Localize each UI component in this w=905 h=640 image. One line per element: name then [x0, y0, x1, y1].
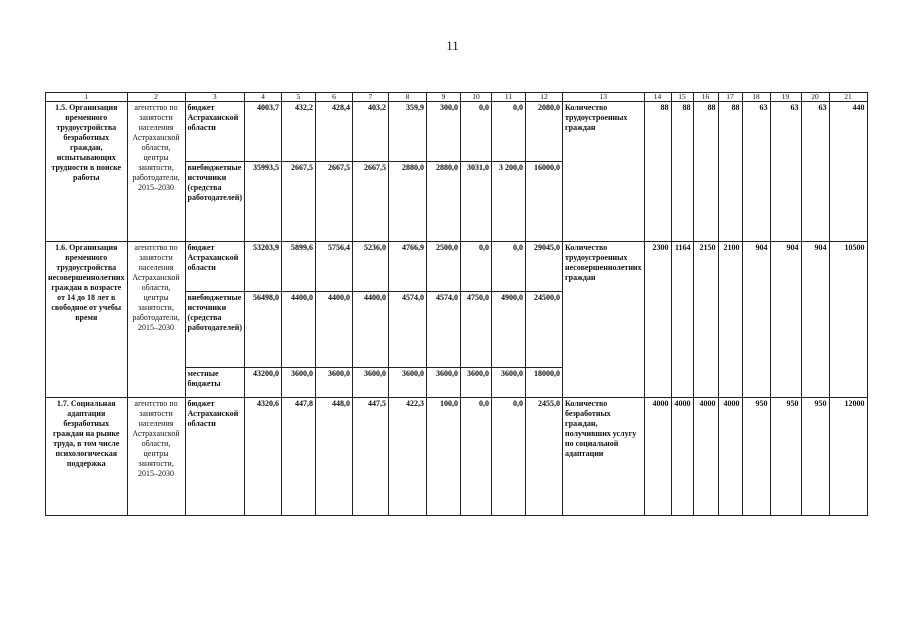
- table-body: [46, 93, 868, 516]
- funding-value: 0,0: [461, 242, 492, 292]
- funding-value: 0,0: [492, 102, 526, 162]
- funding-value: 24500,0: [526, 292, 563, 368]
- funding-value: 2880,0: [389, 162, 427, 242]
- funding-value: 0,0: [492, 398, 526, 516]
- funding-value: 43200,0: [245, 368, 282, 398]
- executor: агентство по занятости населения Астраханской области, центры занятости, 2015–2030: [127, 398, 185, 516]
- funding-value: 3600,0: [316, 368, 353, 398]
- activity-name: 1.6. Организация временного трудоустройства несовершеннолетних граждан в возрасте от 14 до 18 лет в свободное от учебы время: [46, 242, 128, 398]
- indicator: Количество безработных граждан, получивших услугу по социальной адаптации: [563, 398, 645, 516]
- column-header: 19: [770, 93, 801, 102]
- funding-value: 4574,0: [427, 292, 461, 368]
- column-header: 11: [492, 93, 526, 102]
- funding-value: 4400,0: [282, 292, 316, 368]
- column-header: 5: [282, 93, 316, 102]
- target-value: 950: [770, 398, 801, 516]
- funding-value: 4574,0: [389, 292, 427, 368]
- target-value: 4000: [671, 398, 693, 516]
- funding-source: бюджет Астраханской области: [185, 242, 244, 292]
- program-table: [45, 92, 868, 516]
- target-value: 904: [801, 242, 829, 398]
- column-header: 14: [644, 93, 671, 102]
- header-row: [46, 93, 868, 102]
- target-value: 88: [693, 102, 718, 242]
- target-value: 950: [742, 398, 770, 516]
- target-value: 1164: [671, 242, 693, 398]
- target-value: 2100: [718, 242, 742, 398]
- target-value: 4000: [718, 398, 742, 516]
- activity-name: 1.7. Социальная адаптация безработных граждан на рынке труда, в том числе психологическая поддержка: [46, 398, 128, 516]
- table-row: [46, 242, 868, 292]
- target-value: 88: [718, 102, 742, 242]
- funding-source: внебюджетные источники (средства работодателей): [185, 292, 244, 368]
- funding-source: бюджет Астраханской области: [185, 102, 244, 162]
- funding-value: 4750,0: [461, 292, 492, 368]
- funding-value: 2080,0: [526, 102, 563, 162]
- funding-source: внебюджетные источники (средства работодателей): [185, 162, 244, 242]
- funding-value: 56498,0: [245, 292, 282, 368]
- target-value: 12000: [829, 398, 867, 516]
- funding-value: 2880,0: [427, 162, 461, 242]
- target-value: 63: [742, 102, 770, 242]
- funding-value: 3600,0: [427, 368, 461, 398]
- funding-value: 3600,0: [389, 368, 427, 398]
- target-value: 2300: [644, 242, 671, 398]
- funding-value: 403,2: [353, 102, 389, 162]
- activity-name: 1.5. Организация временного трудоустройства безработных граждан, испытывающих трудности в поиске работы: [46, 102, 128, 242]
- funding-value: 4003,7: [245, 102, 282, 162]
- funding-value: 2455,0: [526, 398, 563, 516]
- column-header: 6: [316, 93, 353, 102]
- funding-value: 29045,0: [526, 242, 563, 292]
- funding-value: 5899,6: [282, 242, 316, 292]
- funding-value: 448,0: [316, 398, 353, 516]
- column-header: 12: [526, 93, 563, 102]
- funding-value: 3600,0: [461, 368, 492, 398]
- target-value: 950: [801, 398, 829, 516]
- funding-value: 5756,4: [316, 242, 353, 292]
- column-header: 4: [245, 93, 282, 102]
- column-header: 15: [671, 93, 693, 102]
- funding-value: 3031,0: [461, 162, 492, 242]
- funding-value: 4320,6: [245, 398, 282, 516]
- funding-value: 3 200,0: [492, 162, 526, 242]
- funding-value: 53203,9: [245, 242, 282, 292]
- target-value: 440: [829, 102, 867, 242]
- funding-value: 2500,0: [427, 242, 461, 292]
- indicator: Количество трудоустроенных несовершеннолетних граждан: [563, 242, 645, 398]
- column-header: 1: [46, 93, 128, 102]
- column-header: 18: [742, 93, 770, 102]
- executor: агентство по занятости населения Астраханской области, центры занятости, работодатели, 2015–2030: [127, 102, 185, 242]
- column-header: 2: [127, 93, 185, 102]
- executor: агентство по занятости населения Астраханской области, центры занятости, работодатели, 2015–2030: [127, 242, 185, 398]
- target-value: 10500: [829, 242, 867, 398]
- funding-value: 16000,0: [526, 162, 563, 242]
- target-value: 904: [742, 242, 770, 398]
- column-header: 20: [801, 93, 829, 102]
- column-header: 16: [693, 93, 718, 102]
- funding-source: местные бюджеты: [185, 368, 244, 398]
- table-row: [46, 398, 868, 516]
- target-value: 88: [644, 102, 671, 242]
- funding-value: 4900,0: [492, 292, 526, 368]
- funding-value: 35993,5: [245, 162, 282, 242]
- column-header: 8: [389, 93, 427, 102]
- funding-source: бюджет Астраханской области: [185, 398, 244, 516]
- funding-value: 0,0: [461, 102, 492, 162]
- funding-value: 4400,0: [316, 292, 353, 368]
- column-header: 21: [829, 93, 867, 102]
- funding-value: 300,0: [427, 102, 461, 162]
- column-header: 10: [461, 93, 492, 102]
- indicator: Количество трудоустроенных граждан: [563, 102, 645, 242]
- column-header: 13: [563, 93, 645, 102]
- funding-value: 3600,0: [282, 368, 316, 398]
- funding-value: 447,8: [282, 398, 316, 516]
- funding-value: 0,0: [461, 398, 492, 516]
- target-value: 4000: [693, 398, 718, 516]
- column-header: 3: [185, 93, 244, 102]
- target-value: 904: [770, 242, 801, 398]
- target-value: 88: [671, 102, 693, 242]
- funding-value: 2667,5: [316, 162, 353, 242]
- funding-value: 5236,0: [353, 242, 389, 292]
- funding-value: 4766,9: [389, 242, 427, 292]
- target-value: 63: [770, 102, 801, 242]
- column-header: 7: [353, 93, 389, 102]
- funding-value: 18000,0: [526, 368, 563, 398]
- funding-value: 432,2: [282, 102, 316, 162]
- funding-value: 447,5: [353, 398, 389, 516]
- column-header: 17: [718, 93, 742, 102]
- funding-value: 3600,0: [353, 368, 389, 398]
- funding-value: 428,4: [316, 102, 353, 162]
- target-value: 63: [801, 102, 829, 242]
- funding-value: 422,3: [389, 398, 427, 516]
- table-row: [46, 102, 868, 162]
- funding-value: 2667,5: [282, 162, 316, 242]
- funding-value: 359,9: [389, 102, 427, 162]
- funding-value: 0,0: [492, 242, 526, 292]
- funding-value: 100,0: [427, 398, 461, 516]
- page-number: 11: [446, 38, 459, 53]
- target-value: 4000: [644, 398, 671, 516]
- funding-value: 3600,0: [492, 368, 526, 398]
- target-value: 2150: [693, 242, 718, 398]
- funding-value: 4400,0: [353, 292, 389, 368]
- column-header: 9: [427, 93, 461, 102]
- funding-value: 2667,5: [353, 162, 389, 242]
